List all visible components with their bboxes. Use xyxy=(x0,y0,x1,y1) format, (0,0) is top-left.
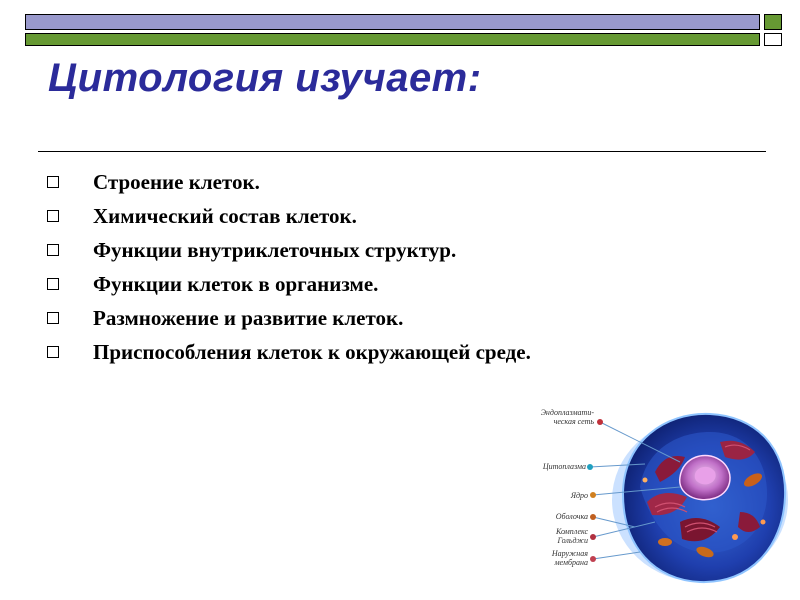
list-item xyxy=(40,165,531,199)
title-divider xyxy=(38,151,766,152)
label-er-line2: ческая сеть xyxy=(553,417,594,426)
list-item-text: Функции клеток в организме. xyxy=(93,271,379,296)
square-bullet-icon xyxy=(47,176,59,188)
header-bar-bottom xyxy=(25,33,760,46)
square-bullet-icon xyxy=(47,312,59,324)
slide-title: Цитология изучает: xyxy=(48,56,482,100)
list-item xyxy=(40,335,531,369)
label-membrane-line1: Наружная xyxy=(551,549,588,558)
label-membrane-line2: мембрана xyxy=(554,558,588,567)
list-item xyxy=(40,267,531,301)
list-item-text: Размножение и развитие клеток. xyxy=(93,305,404,330)
square-bullet-icon xyxy=(47,346,59,358)
label-membrane xyxy=(552,549,588,567)
label-nucleus-text: Ядро xyxy=(570,491,588,500)
list-item-text: Строение клеток. xyxy=(93,169,260,194)
list-item-text: Приспособления клеток к окружающей среде. xyxy=(93,339,531,364)
label-shell xyxy=(556,512,588,521)
label-cytoplasm xyxy=(543,462,586,471)
bullet-list xyxy=(40,165,531,369)
label-er xyxy=(541,408,594,426)
cell-diagram xyxy=(505,402,790,587)
header-square-bottom xyxy=(764,33,782,46)
label-er-line1: Эндоплазмати- xyxy=(540,408,594,417)
label-golgi-line2: Гольджи xyxy=(557,536,588,545)
list-item xyxy=(40,199,531,233)
list-item-text: Функции внутриклеточных структур. xyxy=(93,237,457,262)
label-golgi xyxy=(556,527,588,545)
list-item xyxy=(40,233,531,267)
label-cytoplasm-text: Цитоплазма xyxy=(542,462,586,471)
square-bullet-icon xyxy=(47,210,59,222)
label-nucleus xyxy=(571,491,588,500)
cell-illustration xyxy=(505,402,790,587)
header-square-top xyxy=(764,14,782,30)
square-bullet-icon xyxy=(47,278,59,290)
label-shell-text: Оболочка xyxy=(555,512,588,521)
list-item xyxy=(40,301,531,335)
label-golgi-line1: Комплекс xyxy=(555,527,588,536)
list-item-text: Химический состав клеток. xyxy=(93,203,357,228)
square-bullet-icon xyxy=(47,244,59,256)
header-bar-top xyxy=(25,14,760,30)
